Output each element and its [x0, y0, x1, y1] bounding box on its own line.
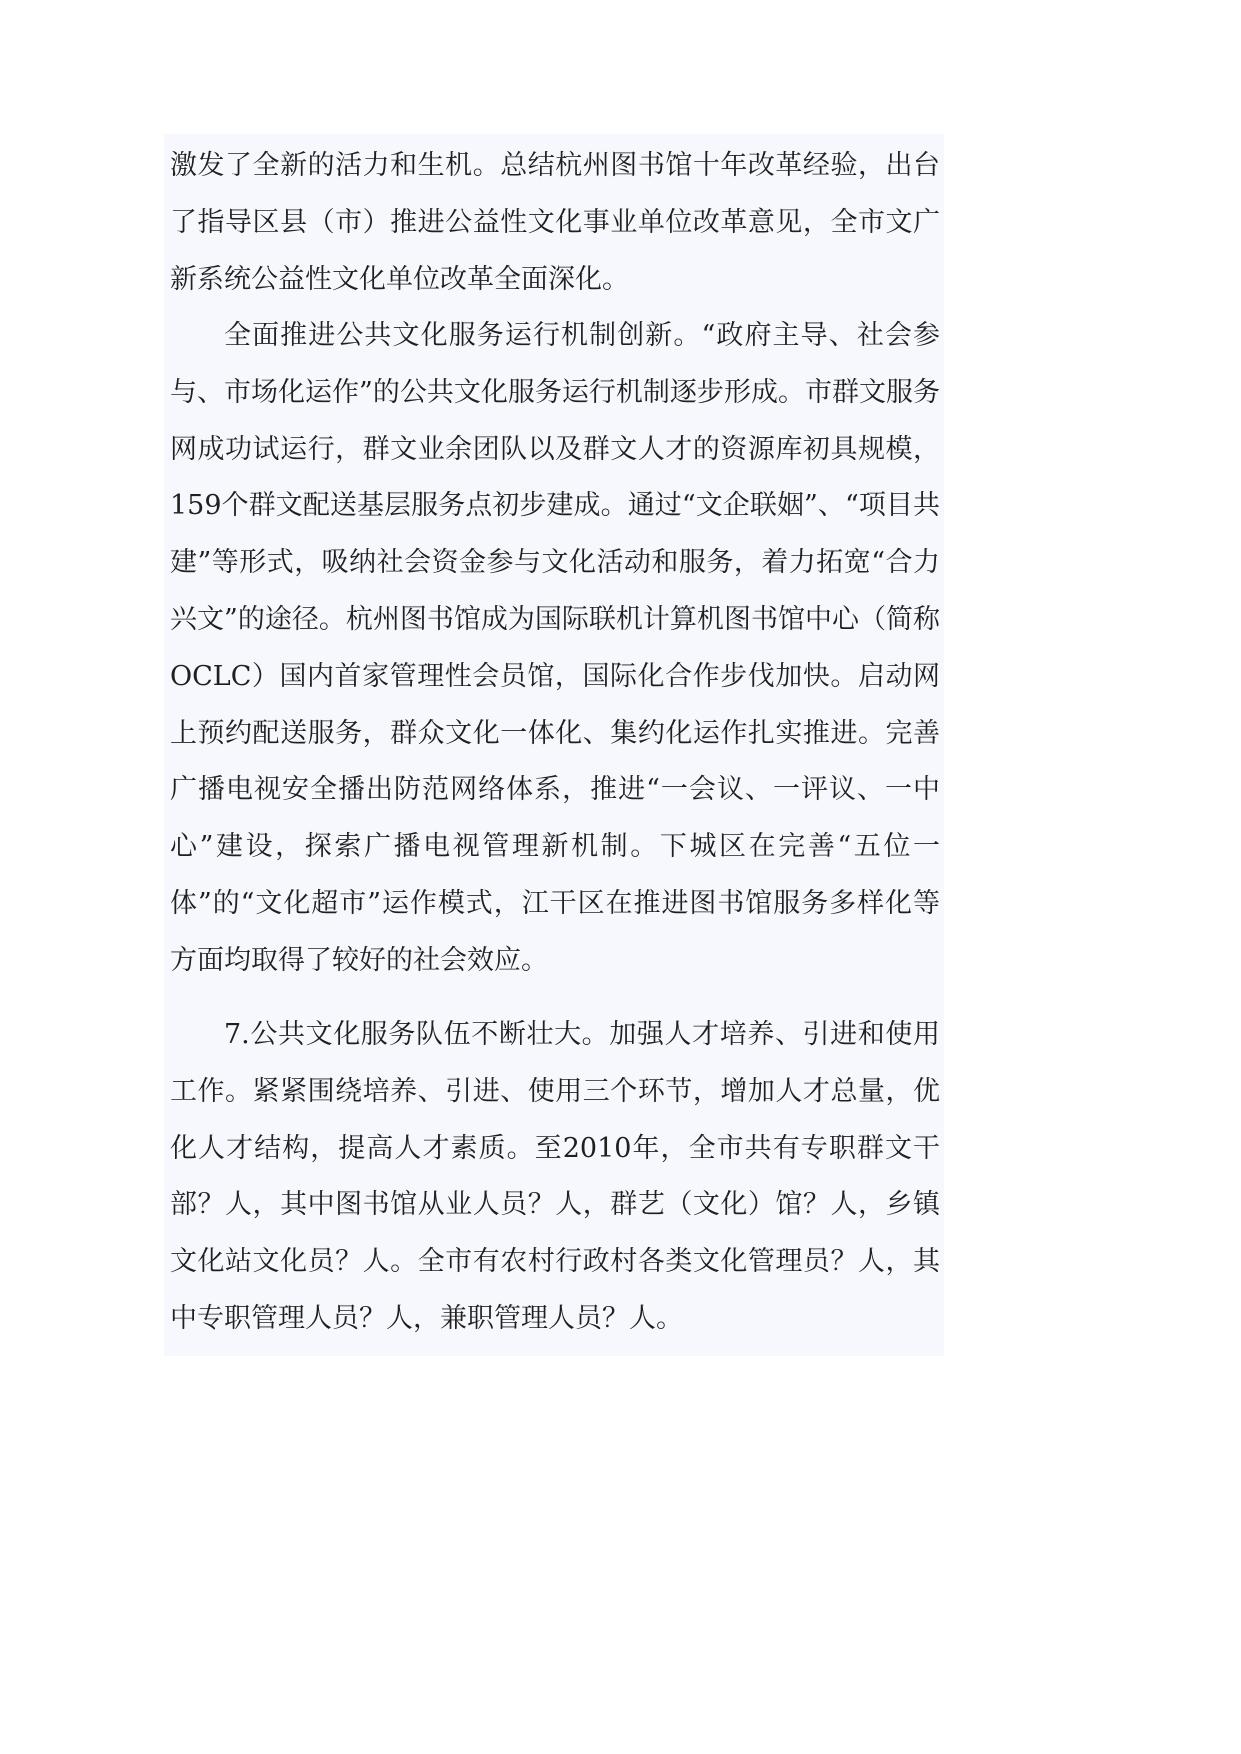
paragraph-reform-summary: 激发了全新的活力和生机。总结杭州图书馆十年改革经验，出台了指导区县（市）推进公益性文化事业单位改革意见，全市文广新系统公益性文化单位改革全面深化。 — [170, 150, 940, 295]
text-block — [164, 134, 944, 1356]
paragraph-workforce-growth: 7.公共文化服务队伍不断壮大。加强人才培养、引进和使用工作。紧紧围绕培养、引进、使用三个环节，增加人才总量，优化人才结构，提高人才素质。至2010年，全市共有专职群文干部？人，其中图书馆从业人员？人，群艺（文化）馆？人，乡镇文化站文化员？人。全市有农村行政村各类文化管理员？人，其中专职管理人员？人，兼职管理人员？人。 — [170, 1019, 940, 1334]
paragraph-mechanism-innovation: 全面推进公共文化服务运行机制创新。“政府主导、社会参与、市场化运作”的公共文化服务运行机制逐步形成。市群文服务网成功试运行，群文业余团队以及群文人才的资源库初具规模，159个群文配送基层服务点初步建成。通过“文企联姻”、“项目共建”等形式，吸纳社会资金参与文化活动和服务，着力拓宽“合力兴文”的途径。杭州图书馆成为国际联机计算机图书馆中心（简称OCLC）国内首家管理性会员馆，国际化合作步伐加快。启动网上预约配送服务，群众文化一体化、集约化运作扎实推进。完善广播电视安全播出防范网络体系，推进“一会议、一评议、一中心”建设，探索广播电视管理新机制。下城区在完善“五位一体”的“文化超市”运作模式，江干区在推进图书馆服务多样化等方面均取得了较好的社会效应。 — [170, 320, 940, 976]
